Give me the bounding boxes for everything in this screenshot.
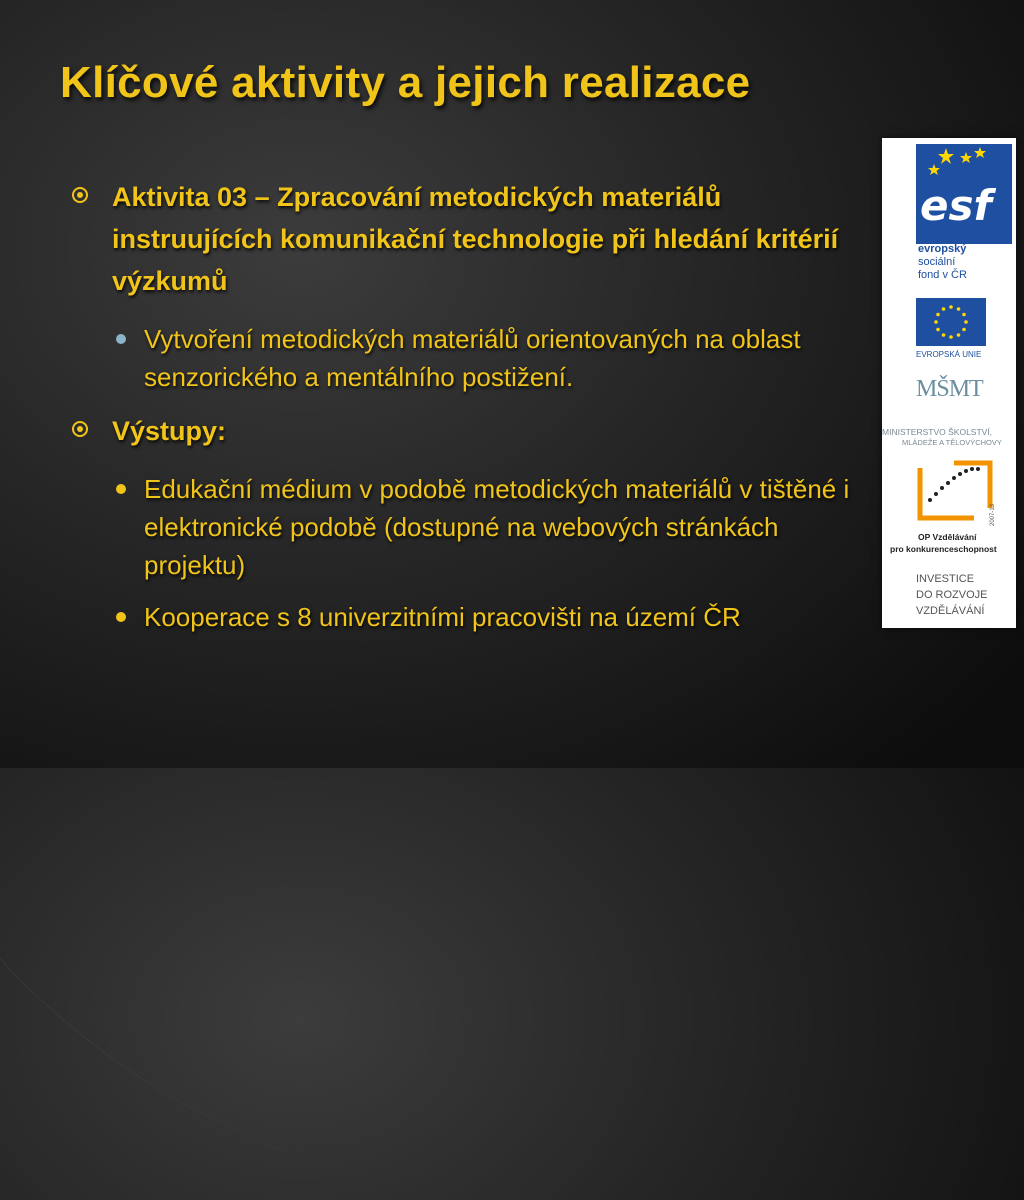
svg-text:MINISTERSTVO ŠKOLSTVÍ,: MINISTERSTVO ŠKOLSTVÍ,: [882, 427, 993, 437]
subbullet-cooperation-text: Kooperace s 8 univerzitními pracovišti na území ČR: [144, 602, 741, 632]
svg-text:esf: esf: [920, 181, 992, 230]
investice-text-logo: [916, 573, 988, 617]
eu-star-icon: [936, 328, 940, 332]
eu-star-icon: [962, 328, 966, 332]
svg-text:2007-13: 2007-13: [990, 503, 996, 526]
subbullet-medium-text: Edukační médium v podobě metodických materiálů v tištěné i elektronické podobě (dostupné na webových stránkách projektu): [144, 474, 850, 580]
dot-bullet-icon: [116, 334, 126, 344]
esf-logo: [916, 144, 1012, 281]
dot-bullet-icon: [116, 612, 126, 622]
svg-text:INVESTICE: INVESTICE: [916, 573, 975, 585]
svg-text:DO ROZVOJE: DO ROZVOJE: [916, 589, 988, 601]
eu-star-icon: [957, 307, 961, 311]
eu-star-icon: [934, 320, 938, 324]
sponsor-logo-panel: [882, 138, 1016, 628]
eu-star-icon: [964, 320, 968, 324]
op-vzdelavani-logo: [890, 463, 997, 554]
sponsor-logos: [882, 138, 1016, 628]
eu-star-icon: [949, 305, 953, 309]
bullet-activity-text: Aktivita 03 – Zpracování metodických materiálů instruujících komunikační technologie při hledání kritérií výzkumů: [112, 182, 839, 296]
eu-star-icon: [942, 307, 946, 311]
subbullet-cooperation: [72, 598, 872, 636]
eu-flag-logo: [916, 298, 986, 359]
eu-star-icon: [936, 313, 940, 317]
slide-title: Klíčové aktivity a jejich realizace: [60, 58, 751, 107]
subbullet-materials: [72, 320, 872, 396]
dot-bullet-icon: [116, 484, 126, 494]
svg-text:sociální: sociální: [918, 256, 956, 268]
slide-content: [72, 176, 872, 650]
eu-star-icon: [942, 333, 946, 337]
svg-text:pro konkurenceschopnost: pro konkurenceschopnost: [890, 544, 997, 554]
eu-star-icon: [957, 333, 961, 337]
subbullet-medium: [72, 470, 872, 584]
eu-star-icon: [949, 335, 953, 339]
circle-bullet-icon: [72, 421, 88, 437]
svg-text:VZDĚLÁVÁNÍ: VZDĚLÁVÁNÍ: [916, 605, 985, 617]
svg-text:fond v ČR: fond v ČR: [918, 269, 967, 281]
svg-text:OP Vzdělávání: OP Vzdělávání: [918, 532, 977, 542]
subbullet-materials-text: Vytvoření metodických materiálů orientovaných na oblast senzorického a mentálního postižení.: [144, 324, 801, 392]
svg-text:MLÁDEŽE A TĚLOVÝCHOVY: MLÁDEŽE A TĚLOVÝCHOVY: [902, 438, 1002, 447]
msmt-logo: [882, 375, 1002, 447]
bullet-activity: [72, 176, 872, 302]
svg-text:MŠMT: MŠMT: [916, 376, 983, 402]
bullet-outputs-text: Výstupy:: [112, 416, 227, 446]
svg-text:evropský: evropský: [918, 243, 967, 255]
svg-text:EVROPSKÁ UNIE: EVROPSKÁ UNIE: [916, 350, 982, 359]
circle-bullet-icon: [72, 187, 88, 203]
eu-star-icon: [962, 313, 966, 317]
bullet-outputs: [72, 410, 872, 452]
